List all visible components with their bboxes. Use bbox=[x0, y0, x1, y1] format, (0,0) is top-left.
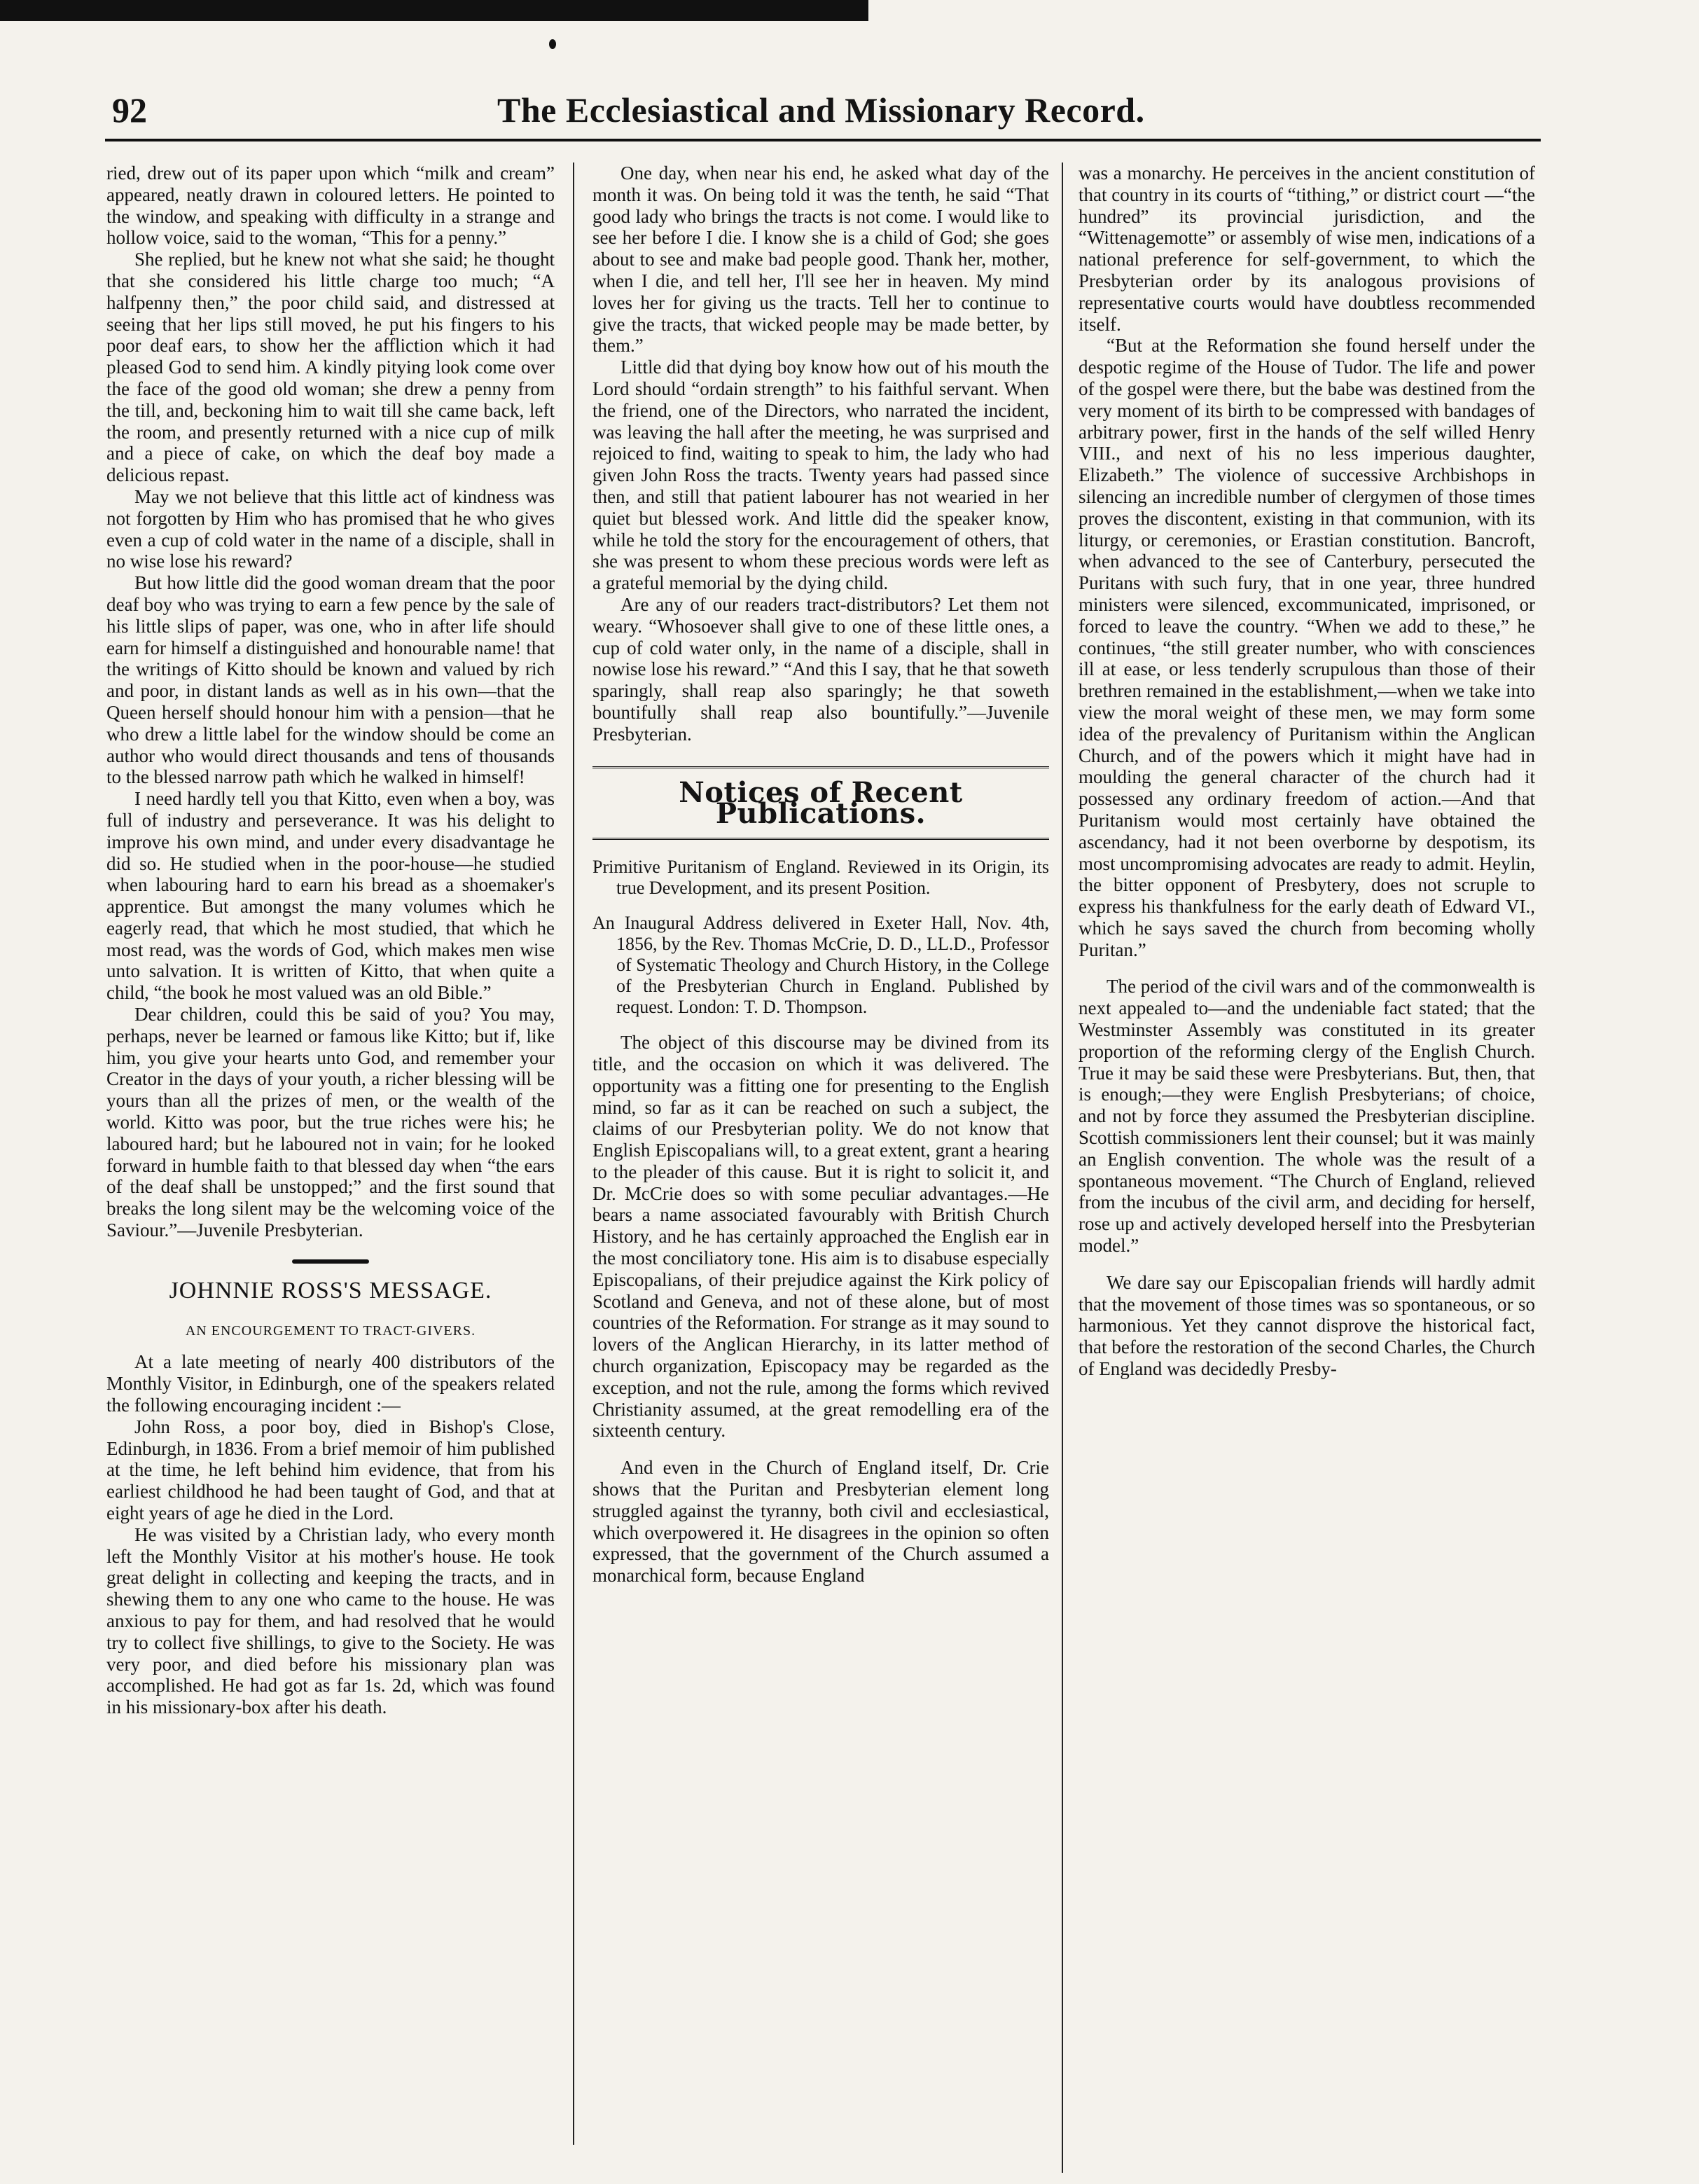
paragraph: The period of the civil wars and of the commonwealth is next appealed to—and the undeniable fact stated; that the Westminster Assembly was constituted in its greater proportion of the reforming clergy of the English Church. True it may be said these were Presbyterians. But, then, that is enough;—they were English Presbyterians; of choice, and not by force they assumed the Presbyterian discipline. Scottish commissioners lent their counsel; but it was mainly an English convention. The whole was the result of a spontaneous movement. “The Church of England, relieved from the incubus of the civil arm, and deciding for herself, rose up and actively developed herself into the Presbyterian model.” bbox=[1079, 976, 1535, 1257]
column-middle bbox=[592, 163, 1049, 1587]
column-rule bbox=[1062, 163, 1063, 2173]
ink-mark bbox=[549, 39, 556, 49]
column-right bbox=[1079, 163, 1535, 1380]
notice-entry: An Inaugural Address delivered in Exeter Hall, Nov. 4th, 1856, by the Rev. Thomas McCrie, D. D., LL.D., Professor of Systematic Theology and Church History, in the College of the Presbyterian Church in England. Published by request. London: T. D. Thompson. bbox=[592, 913, 1049, 1018]
paragraph: I need hardly tell you that Kitto, even when a boy, was full of industry and perseverance. It was his delight to improve his own mind, and under every disadvantage he did so. He studied when in the poor-house—he studied when labouring hard to earn his bread as a shoemaker's apprentice. But amongst the many volumes which he eagerly read, that which he most studied, that which he most read, was the words of God, which makes men wise unto salvation. It is written of Kitto, that when quite a child, “the book he most valued was an old Bible.” bbox=[106, 788, 555, 1004]
paragraph: Little did that dying boy know how out of his mouth the Lord should “ordain strength” to his faithful servant. When the friend, one of the Directors, who narrated the incident, was leaving the hall after the meeting, he was surprised and rejoiced to find, waiting to speak to him, the lady who had given John Ross the tracts. Twenty years had passed since then, and still that patient labourer has not wearied in her quiet but blessed work. And little did the speaker know, while he told the story for the encouragement of others, that she was present to whom these precious words were left as a grateful memorial by the dying child. bbox=[592, 357, 1049, 594]
paragraph: At a late meeting of nearly 400 distributors of the Monthly Visitor, in Edinburgh, one of the speakers related the following encouraging incident :— bbox=[106, 1351, 555, 1416]
paragraph: We dare say our Episcopalian friends will hardly admit that the movement of those times was so spontaneous, or so harmonious. Yet they cannot disprove the historical fact, that before the restoration of the second Charles, the Church of England was decidedly Presby- bbox=[1079, 1271, 1535, 1380]
paragraph: He was visited by a Christian lady, who every month left the Monthly Visitor at his mother's house. He took great delight in collecting and keeping the tracts, and in shewing them to any one who came to the house. He was anxious to pay for them, and had resolved that he would try to collect five shillings, to give to the Society. He was very poor, and died before his missionary plan was accomplished. He had got as far 1s. 2d, which was found in his missionary-box after his death. bbox=[106, 1523, 555, 1718]
paragraph: was a monarchy. He perceives in the ancient constitution of that country in its courts of “tithing,” or district court —“the hundred” its provincial jurisdiction, and the “Wittenagemotte” or assembly of wise men, indications of a national preference for self-government, to which the Presbyterian order by its analogous provisions of representative courts would have doubtless recommended itself. bbox=[1079, 163, 1535, 335]
paragraph: May we not believe that this little act of kindness was not forgotten by Him who has promised that he who gives even a cup of cold water in the name of a disciple, shall in no wise lose his reward? bbox=[106, 485, 555, 572]
paragraph: And even in the Church of England itself, Dr. Crie shows that the Puritan and Presbyterian element long struggled against the tyranny, both civil and ecclesiastical, which overpowered it. He disagrees in the opinion so often expressed, that the government of the Church assumed a monarchical form, because England bbox=[592, 1457, 1049, 1587]
paragraph: “But at the Reformation she found herself under the despotic regime of the House of Tudor. The life and power of the gospel were there, but the babe was destined from the very moment of its birth to be compressed with bandages of arbitrary power, first in the hands of the self willed Henry VIII., and next of his no less imperious daughter, Elizabeth.” The violence of successive Archbishops in silencing an incredible number of clergymen of those times proves the discontent, existing in that communion, with its liturgy, or ceremonies, or Erastian constitution. Bancroft, when advanced to the see of Canterbury, persecuted the Puritans with such fury, that in one year, three hundred ministers were silenced, excommunicated, imprisoned, or forced to leave the country. “When we add to these,” he continues, “the still greater number, who with consciences ill at ease, or less tenderly scrupulous than those of their brethren remained in the establishment,—when we take into view the moral weight of these men, we may form some idea of the prevalency of Puritanism within the Anglican Church, and of the powers which it might have had in moulding the general character of the church had it possessed any ordinary freedom of action.—And that Puritanism would most certainly have obtained the ascendancy, had it not been overborne by despotism, its most uncompromising advocates are ready to admit. Heylin, the bitter opponent of Presbytery, does not scruple to express his thankfulness for the early death of Edward VI., which he says saved the church from becoming wholly Puritan.” bbox=[1079, 335, 1535, 960]
notice-entry: Primitive Puritanism of England. Reviewed in its Origin, its true Development, and its present Position. bbox=[592, 857, 1049, 899]
top-printer-rule bbox=[0, 0, 868, 21]
column-rule bbox=[573, 163, 574, 2145]
paragraph: But how little did the good woman dream that the poor deaf boy who was trying to earn a few pence by the sale of his little slips of paper, was one, who in after life should earn for himself a distinguished and honourable name! that the writings of Kitto should be known and valued by rich and poor, in distant lands as well as in his own—that the Queen herself should honour him with a pension—that he who drew a little label for the window should be come an author who would direct thousands and tens of thousands to the blessed narrow path which he walked in himself! bbox=[106, 572, 555, 788]
paragraph: John Ross, a poor boy, died in Bishop's Close, Edinburgh, in 1836. From a brief memoir of him published at the time, he left behind him evidence, that from his earliest childhood he had been taught of God, and that at eight years of age he died in the Lord. bbox=[106, 1416, 555, 1524]
page-number: 92 bbox=[112, 90, 147, 130]
section-title: JOHNNIE ROSS'S MESSAGE. bbox=[169, 1277, 492, 1304]
column-left bbox=[106, 163, 555, 1718]
page-header bbox=[105, 90, 1541, 141]
running-title: The Ecclesiastical and Missionary Record. bbox=[497, 90, 1145, 130]
section-subtitle: AN ENCOURGEMENT TO TRACT-GIVERS. bbox=[185, 1322, 476, 1339]
paragraph: She replied, but he knew not what she said; he thought that she considered his little charge too much; “A halfpenny then,” the poor child said, and distressed at seeing that her lips still moved, he put his fingers to his poor deaf ears, to show her the affliction which it had pleased God to send him. A kindly pitying look come over the face of the good old woman; she drew a penny from the till, and, beckoning him to wait till she came back, left the room, and presently returned with a nice cup of milk and a piece of cake, on which the deaf boy made a delicious repast. bbox=[106, 249, 555, 486]
paragraph: ried, drew out of its paper upon which “milk and cream” appeared, neatly drawn in coloured letters. He pointed to the window, and speaking with difficulty in a strange and hollow voice, said to the woman, “This for a penny.” bbox=[106, 163, 555, 249]
paragraph: Are any of our readers tract-distributors? Let them not weary. “Whosoever shall give to one of these little ones, a cup of cold water only, in the name of a disciple, shall in nowise lose his reward.” “And this I say, that he that soweth sparingly, shall reap also sparingly; he that soweth bountifully shall reap also bountifully.”—Juvenile Presbyterian. bbox=[592, 593, 1049, 745]
paragraph: The object of this discourse may be divined from its title, and the occasion on which it was delivered. The opportunity was a fitting one for presenting to the English mind, so far as it can be reached on such a subject, the claims of our Presbyterian polity. We do not know that English Episcopalians will, to a great extent, grant a hearing to the pleader of this cause. But it is right to solicit it, and Dr. McCrie does so with some peculiar advantages.—He bears a name associated favourably with British Church History, and he has certainly approached the English ear in the most conciliatory tone. His aim is to disabuse especially Episcopalians, of their prejudice against the Kirk policy of Scotland and Geneva, and not of these alone, but of most countries of the Reformation. For strange as it may sound to lovers of the Anglican Hierarchy, in its latter method of church organization, Episcopacy may be regarded as the exception, and not the rule, among the forms which revived Christianity assumed, at the great remodelling era of the sixteenth century. bbox=[592, 1032, 1049, 1442]
paragraph: Dear children, could this be said of you? You may, perhaps, never be learned or famous like Kitto; but if, like him, you give your hearts unto God, and remember your Creator in the days of your youth, a richer blessing will be yours than all the prizes of men, or the wealth of the world. Kitto was poor, but the true riches were his; he laboured hard; but he laboured not in vain; for he looked forward in humble faith to that blessed day when “the ears of the deaf shall be unstopped;” and the first sound that breaks the long silent may be the welcoming voice of the Saviour.”—Juvenile Presbyterian. bbox=[106, 1004, 555, 1241]
paragraph: One day, when near his end, he asked what day of the month it was. On being told it was the tenth, he said “That good lady who brings the tracts is not come. I would like to see her before I die. I know she is a child of God; she goes about to see and make bad people good. Thank her, mother, when I die, and tell her, I'll see her in heaven. My mind loves her for giving us the tracts. Tell her to continue to give the tracts, that wicked people may be made better, by them.” bbox=[592, 163, 1049, 357]
section-divider bbox=[292, 1259, 369, 1264]
notices-heading: Notices of Recent Publications. bbox=[592, 766, 1049, 841]
